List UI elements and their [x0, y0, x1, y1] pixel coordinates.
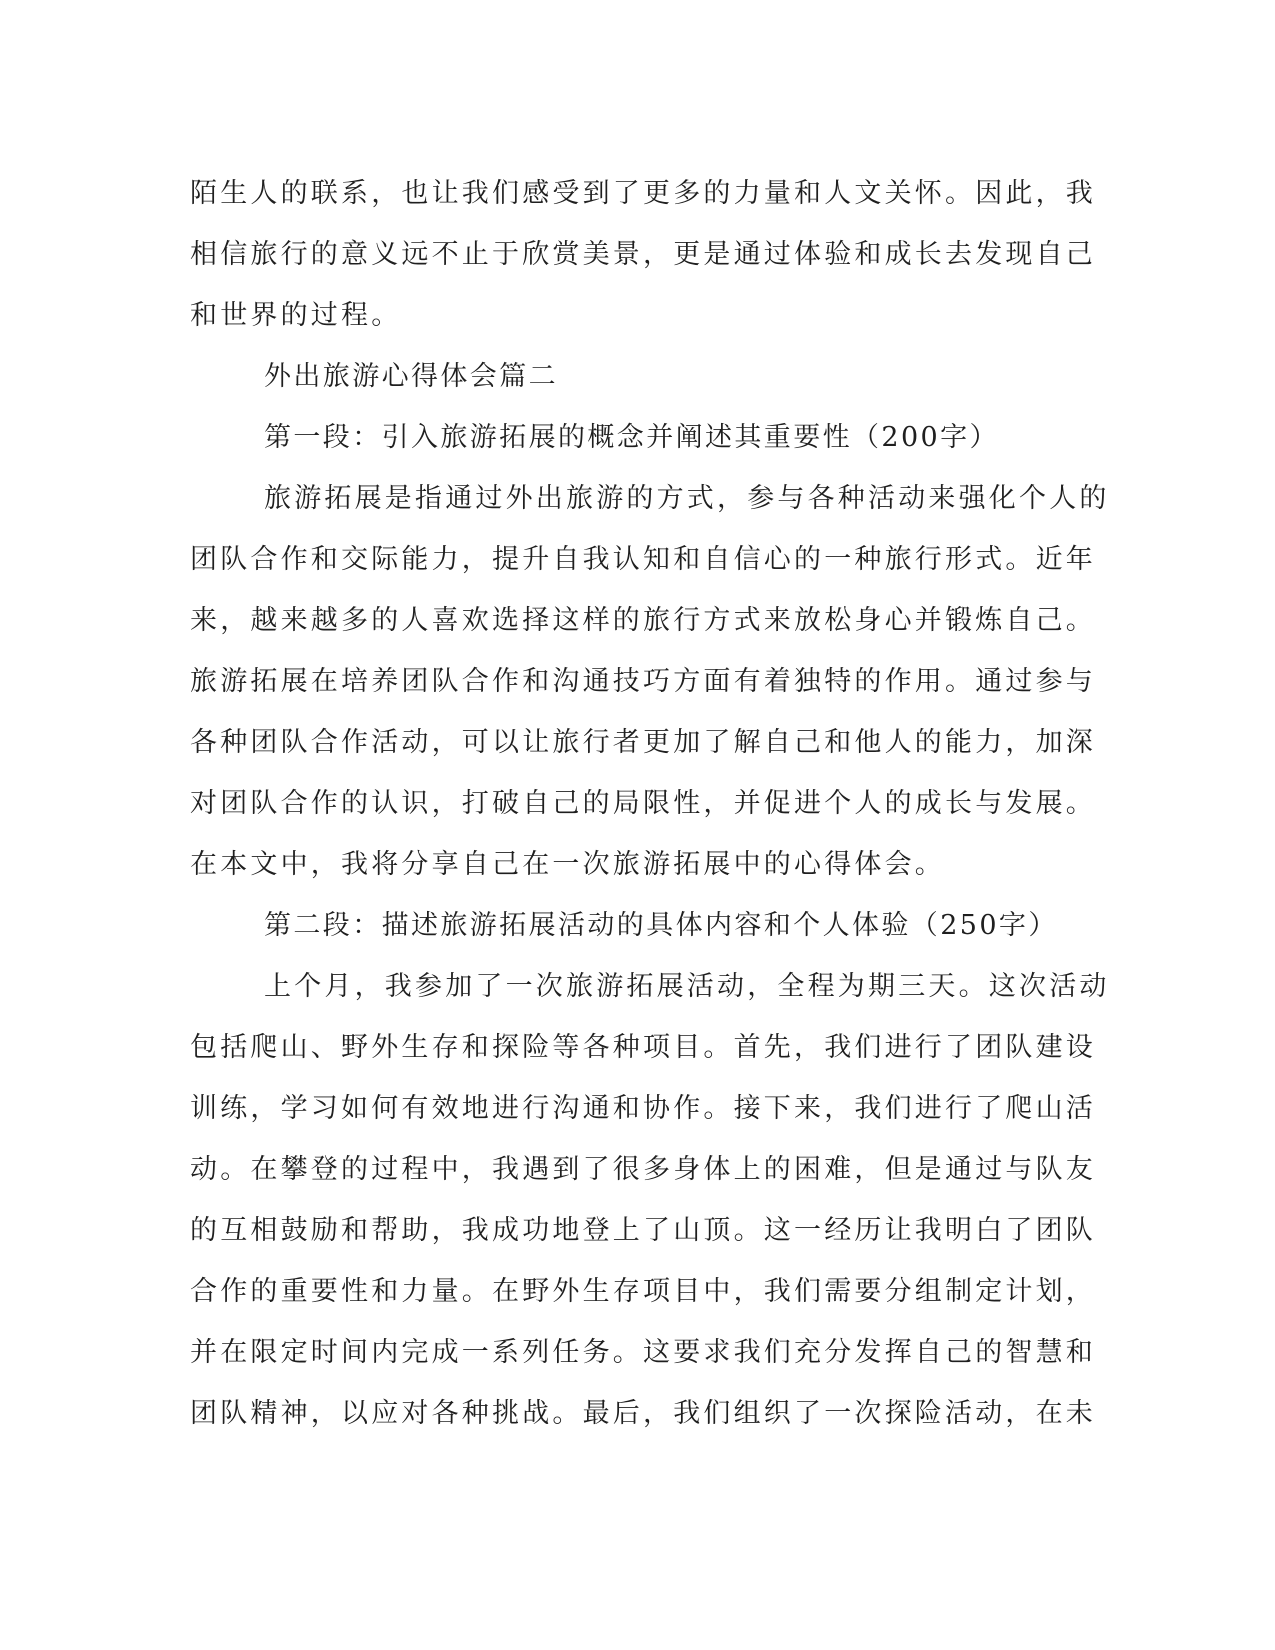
text-line-11: 对团队合作的认识，打破自己的局限性，并促进个人的成长与发展。: [190, 788, 1096, 819]
text-line-20: 并在限定时间内完成一系列任务。这要求我们充分发挥自己的智慧和: [190, 1337, 1096, 1368]
text-line-21: 团队精神，以应对各种挑战。最后，我们组织了一次探险活动，在未: [190, 1398, 1096, 1429]
text-line-17: 动。在攀登的过程中，我遇到了很多身体上的困难，但是通过与队友: [190, 1154, 1096, 1185]
text-line-16: 训练，学习如何有效地进行沟通和协作。接下来，我们进行了爬山活: [190, 1093, 1096, 1124]
text-line-6: 旅游拓展是指通过外出旅游的方式，参与各种活动来强化个人的: [264, 483, 1110, 514]
text-line-14: 上个月，我参加了一次旅游拓展活动，全程为期三天。这次活动: [264, 971, 1110, 1002]
text-line-12: 在本文中，我将分享自己在一次旅游拓展中的心得体会。: [190, 849, 945, 880]
article-title: 外出旅游心得体会篇二: [264, 361, 558, 392]
text-line-15: 包括爬山、野外生存和探险等各种项目。首先，我们进行了团队建设: [190, 1032, 1096, 1063]
text-line-7: 团队合作和交际能力，提升自我认知和自信心的一种旅行形式。近年: [190, 544, 1096, 575]
text-line-8: 来，越来越多的人喜欢选择这样的旅行方式来放松身心并锻炼自己。: [190, 605, 1096, 636]
text-line-9: 旅游拓展在培养团队合作和沟通技巧方面有着独特的作用。通过参与: [190, 666, 1096, 697]
text-line-2: 相信旅行的意义远不止于欣赏美景，更是通过体验和成长去发现自己: [190, 239, 1096, 270]
section-heading-2: 第二段：描述旅游拓展活动的具体内容和个人体验（250字）: [264, 910, 1058, 941]
document-body: [190, 163, 1110, 1444]
text-line-10: 各种团队合作活动，可以让旅行者更加了解自己和他人的能力，加深: [190, 727, 1096, 758]
text-line-1: 陌生人的联系，也让我们感受到了更多的力量和人文关怀。因此，我: [190, 178, 1096, 209]
section-heading-1: 第一段：引入旅游拓展的概念并阐述其重要性（200字）: [264, 422, 999, 453]
text-line-19: 合作的重要性和力量。在野外生存项目中，我们需要分组制定计划，: [190, 1276, 1096, 1307]
text-line-18: 的互相鼓励和帮助，我成功地登上了山顶。这一经历让我明白了团队: [190, 1215, 1096, 1246]
text-line-3: 和世界的过程。: [190, 300, 402, 331]
